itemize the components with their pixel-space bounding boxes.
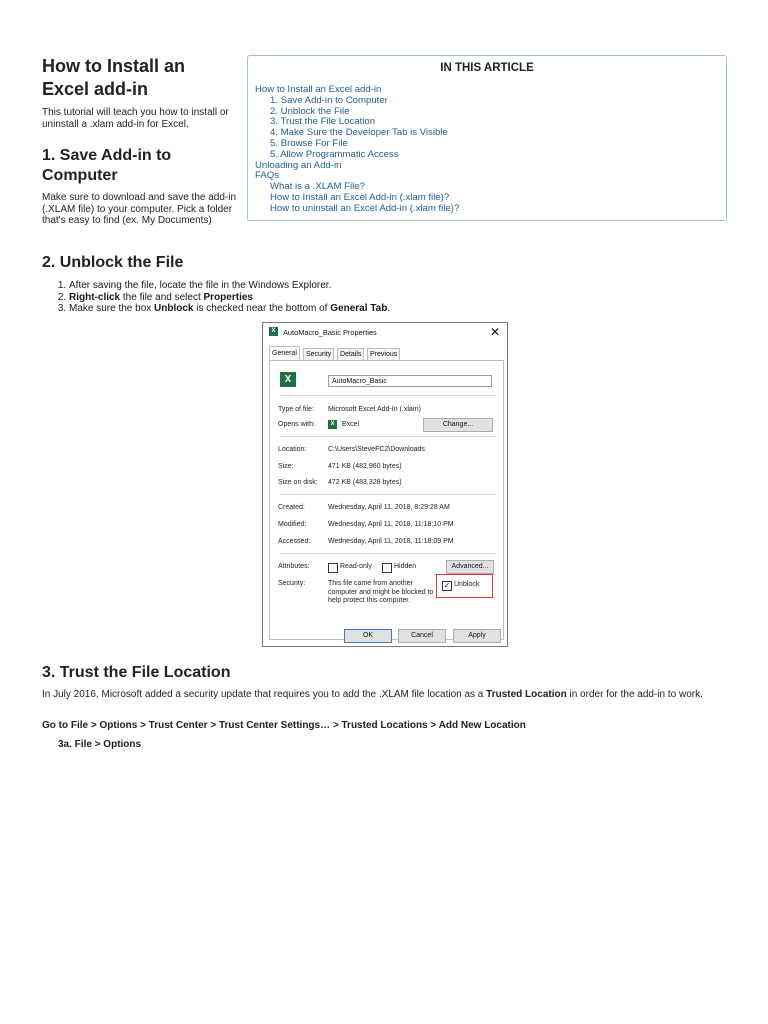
tab-general[interactable]: General (269, 346, 300, 361)
toc-link[interactable]: What is a .XLAM File? (270, 181, 365, 193)
section1-body: Make sure to download and save the add-in (.XLAM file) to your computer. Pick a folder that's easy to find (ex. My Documents) (42, 192, 237, 226)
apply-button[interactable]: Apply (453, 629, 501, 643)
step-1: 1. After saving the file, locate the file in the Windows Explorer. (69, 280, 742, 292)
advanced-button[interactable]: Advanced... (446, 560, 494, 574)
size-label: Size: (278, 463, 294, 470)
toc-link[interactable]: 4. Make Sure the Developer Tab is Visible (270, 127, 448, 139)
created-label: Created: (278, 504, 305, 511)
properties-dialog (262, 322, 508, 647)
toc-link[interactable]: 5. Browse For File (270, 137, 348, 149)
unblock-label: Unblock (454, 581, 480, 588)
section1-heading: 1. Save Add-in to Computer (42, 147, 172, 184)
hidden-label: Hidden (394, 563, 417, 570)
subsection-3a: 3a. File > Options (58, 739, 142, 750)
toc-list (255, 85, 459, 215)
section3-heading: 3. Trust the File Location (42, 664, 231, 681)
size-on-disk-label: Size on disk: (278, 479, 318, 486)
table-of-contents (247, 55, 727, 221)
toc-link[interactable]: 2. Unblock the File (270, 105, 350, 117)
section2-steps (42, 280, 742, 315)
change-button[interactable]: Change... (423, 418, 493, 432)
divider (280, 494, 496, 495)
hidden-checkbox[interactable] (382, 563, 392, 573)
close-icon[interactable]: ✕ (489, 325, 500, 339)
readonly-checkbox[interactable] (328, 563, 338, 573)
general-panel (269, 360, 504, 640)
security-text: This file came from another computer and might be blocked to help protect this computer. (328, 580, 434, 604)
toc-link[interactable]: 1. Save Add-in to Computer (270, 94, 388, 106)
cancel-button[interactable]: Cancel (398, 629, 446, 643)
unblock-highlight (436, 574, 493, 598)
divider (280, 436, 496, 437)
modified-label: Modified: (278, 521, 307, 528)
step-3: 3. Make sure the box Unblock is checked near the bottom of General Tab. (69, 303, 742, 315)
tab-security[interactable]: Security (303, 348, 334, 360)
section3-body: In July 2016, Microsoft added a security update that requires you to add the .XLAM file location as a Trusted Location in order for the add-in to work. (42, 689, 703, 700)
toc-heading: IN THIS ARTICLE (440, 62, 534, 74)
modified-value: Wednesday, April 11, 2018, 11:18:10 PM (328, 521, 454, 528)
section2-heading: 2. Unblock the File (42, 254, 184, 271)
type-value: Microsoft Excel Add-In (.xlam) (328, 406, 421, 413)
attributes-label: Attributes: (278, 563, 310, 570)
created-value: Wednesday, April 11, 2018, 8:29:28 AM (328, 504, 450, 511)
intro-text: This tutorial will teach you how to install or uninstall a .xlam add-in for Excel. (42, 107, 229, 130)
toc-link[interactable]: 5. Allow Programmatic Access (270, 148, 399, 160)
toc-link[interactable]: FAQs (255, 170, 279, 182)
accessed-label: Accessed: (278, 538, 311, 545)
accessed-value: Wednesday, April 11, 2018, 11:18:09 PM (328, 538, 454, 545)
divider (280, 395, 496, 396)
dialog-title: AutoMacro_Basic Properties (283, 328, 377, 337)
page-title: How to Install an Excel add-in (42, 56, 186, 99)
toc-link[interactable]: How to uninstall an Excel Add-in (.xlam file)? (270, 202, 460, 214)
dialog-titlebar (263, 323, 507, 343)
tab-previous-versions[interactable]: Previous (367, 348, 400, 360)
toc-link[interactable]: 3. Trust the File Location (270, 116, 376, 128)
menu-path: Go to File > Options > Trust Center > Trust Center Settings… > Trusted Locations > Add New Location (42, 720, 526, 731)
opens-label: Opens with: (278, 421, 315, 428)
toc-link[interactable]: How to Install an Excel Add-in (.xlam file)? (270, 191, 450, 203)
toc-link[interactable]: How to Install an Excel add-in (255, 84, 382, 95)
size-on-disk-value: 472 KB (483,328 bytes) (328, 479, 402, 486)
location-value: C:\Users\SteveFC2\Downloads (328, 446, 425, 453)
excel-icon: X (269, 327, 278, 336)
size-value: 471 KB (482,960 bytes) (328, 463, 402, 470)
filename-input[interactable]: AutoMacro_Basic (328, 375, 492, 387)
step-2: 2. Right-click the file and select Properties (69, 292, 742, 304)
tab-details[interactable]: Details (337, 348, 364, 360)
divider (280, 553, 496, 554)
excel-app-icon: X (328, 420, 337, 429)
location-label: Location: (278, 446, 307, 453)
ok-button[interactable]: OK (344, 629, 392, 643)
unblock-checkbox[interactable]: ✓ (443, 581, 451, 590)
opens-value: Excel (342, 421, 360, 428)
security-label: Security: (278, 580, 306, 587)
type-label: Type of file: (278, 406, 314, 413)
readonly-label: Read-only (340, 563, 372, 570)
excel-file-icon: X (280, 372, 296, 387)
toc-link[interactable]: Unloading an Add-in (255, 159, 342, 171)
